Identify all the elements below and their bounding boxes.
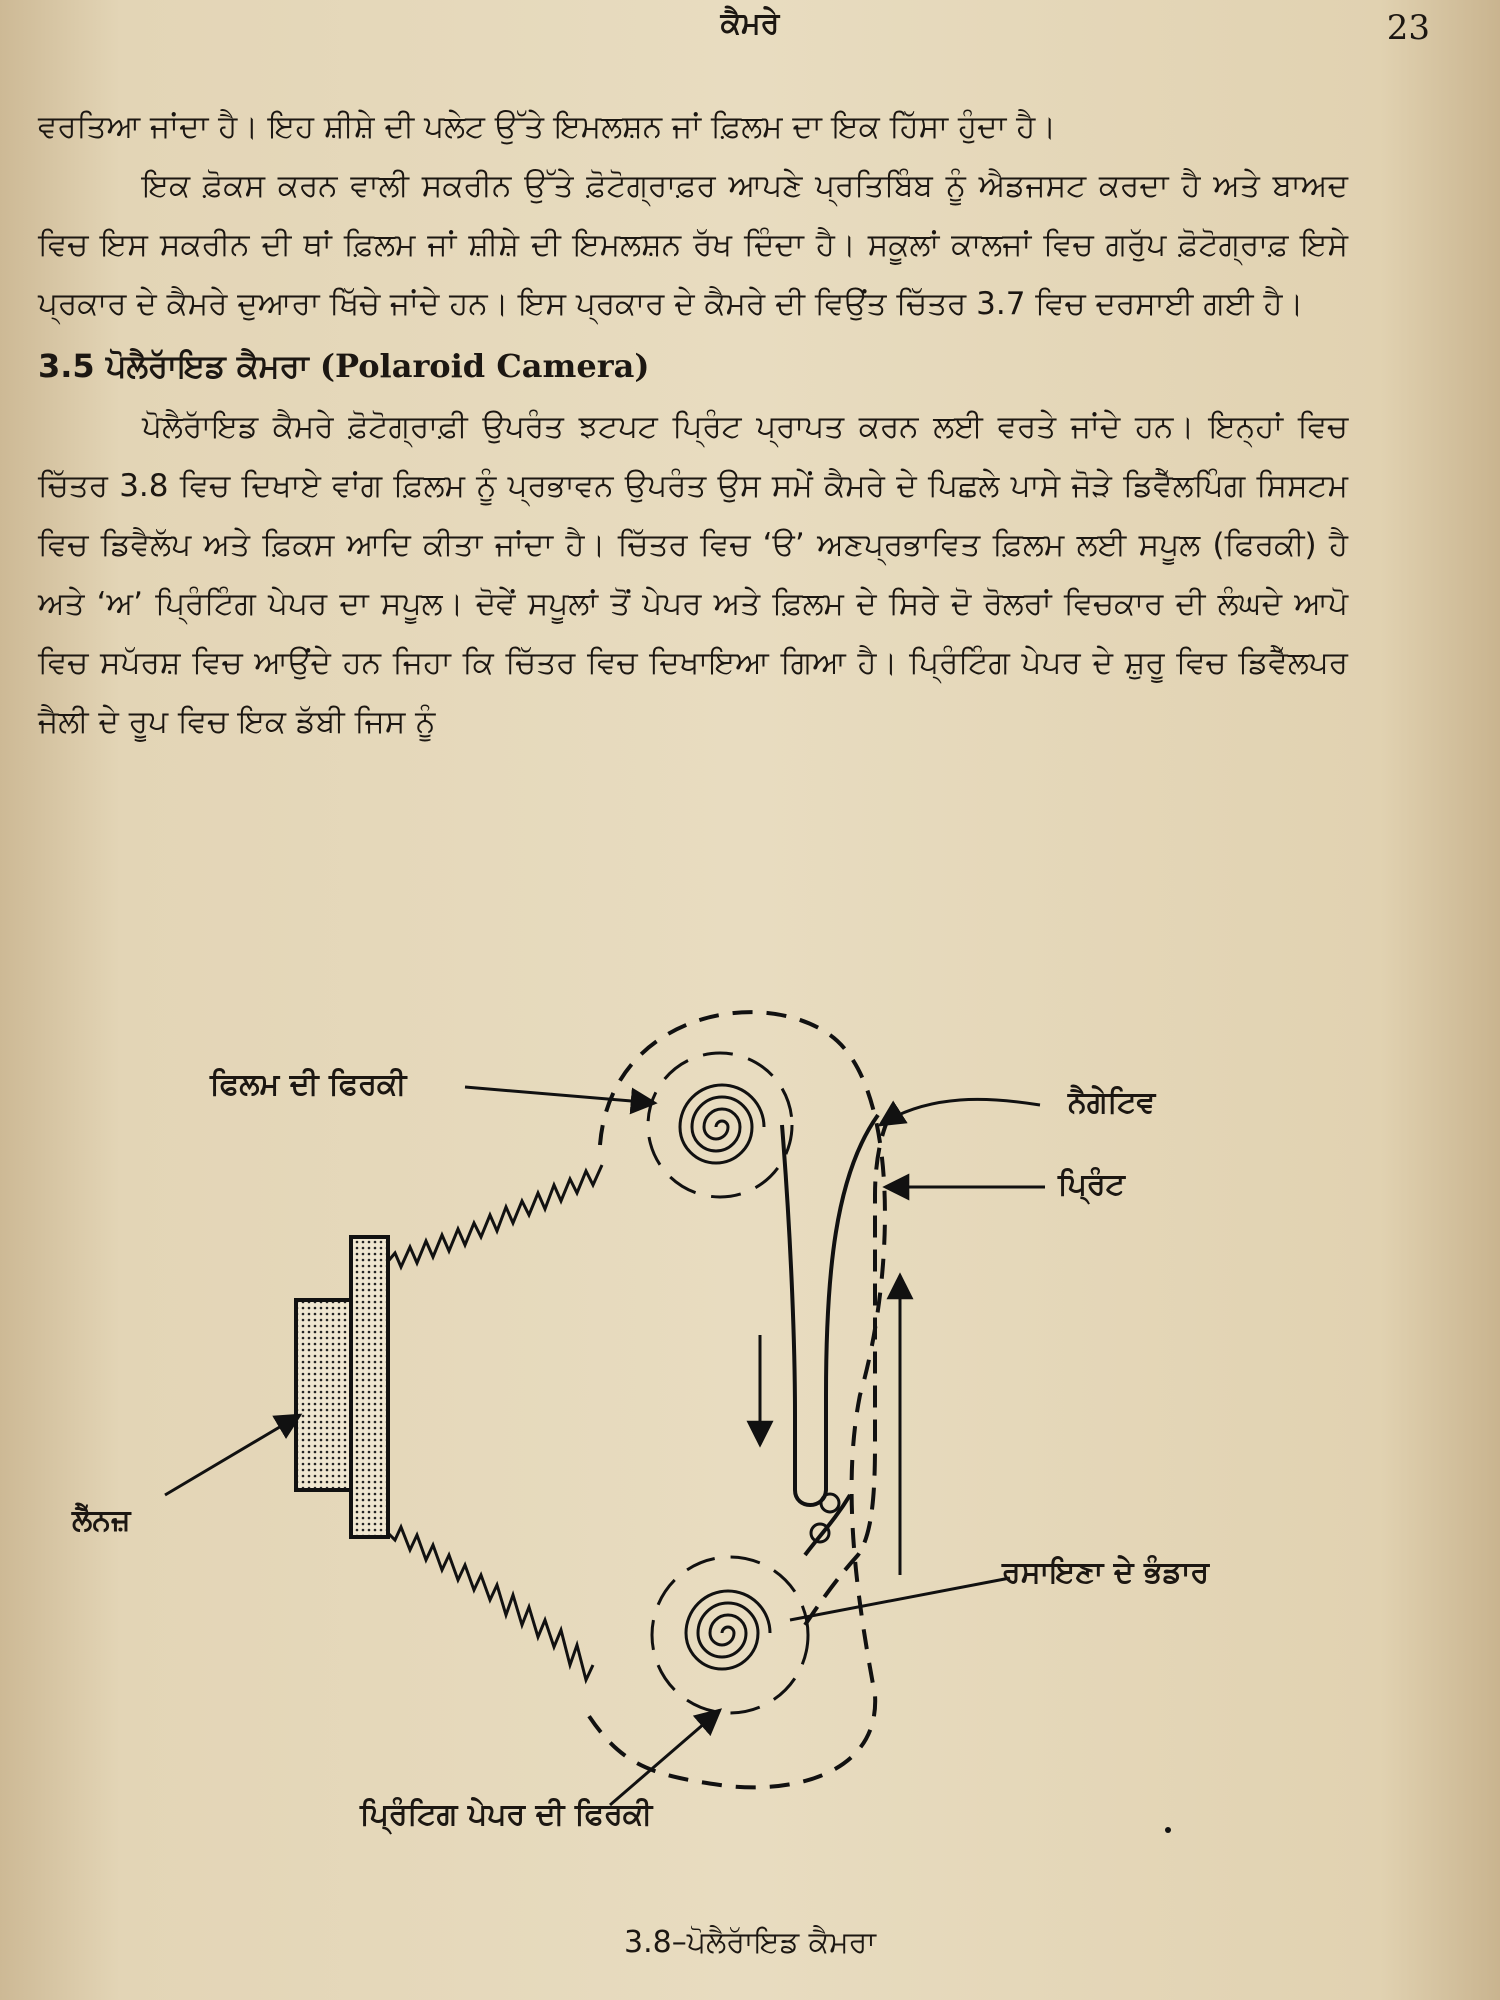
film-spool-leader bbox=[465, 1087, 655, 1103]
lens-barrel bbox=[351, 1237, 388, 1537]
section-heading bbox=[38, 334, 1348, 398]
bellows-lower bbox=[385, 1527, 593, 1680]
paper-spool-halo bbox=[652, 1557, 808, 1713]
polaroid-camera-diagram bbox=[0, 975, 1500, 1865]
print-speck bbox=[1165, 1827, 1171, 1833]
diagram-drawing bbox=[0, 975, 1500, 1865]
negative-label: ਨੈਗੇਟਿਵ bbox=[1068, 1085, 1156, 1120]
paragraph: ਇਕ ਫ਼ੋਕਸ ਕਰਨ ਵਾਲੀ ਸਕਰੀਨ ਉੱਤੇ ਫ਼ੋਟੋਗ੍ਰਾਫ਼ਰ ਆਪਣੇ ਪ੍ਰਤਿਬਿੰਬ ਨੂੰ ਐਡਜਸਟ ਕਰਦਾ ਹੈ ਅਤੇ ਬਾਅਦ ਵਿਚ ਇਸ ਸਕਰੀਨ ਦੀ ਥਾਂ ਫ਼ਿਲਮ ਜਾਂ ਸ਼ੀਸ਼ੇ ਦੀ ਇਮਲਸ਼ਨ ਰੱਖ ਦਿੰਦਾ ਹੈ। ਸਕੂਲਾਂ ਕਾਲਜਾਂ ਵਿਚ ਗਰੁੱਪ ਫ਼ੋਟੋਗ੍ਰਾਫ਼ ਇਸੇ ਪ੍ਰਕਾਰ ਦੇ ਕੈਮਰੇ ਦੁਆਰਾ ਖਿੱਚੇ ਜਾਂਦੇ ਹਨ। ਇਸ ਪ੍ਰਕਾਰ ਦੇ ਕੈਮਰੇ ਦੀ ਵਿਉਂਤ ਚਿੱਤਰ 3.7 ਵਿਚ ਦਰਸਾਈ ਗਈ ਹੈ। bbox=[38, 168, 1348, 322]
print-label: ਪ੍ਰਿੰਟ bbox=[1058, 1167, 1125, 1202]
section-title-punjabi: ਪੋਲੈਰਾੱਇਡ ਕੈਮਰਾ bbox=[105, 347, 309, 385]
figure-caption: 3.8–ਪੋਲੈਰਾੱਇਡ ਕੈਮਰਾ bbox=[623, 1925, 876, 1960]
paper-spool-spiral bbox=[686, 1591, 770, 1669]
negative-leader bbox=[880, 1099, 1040, 1125]
body-text bbox=[38, 98, 1348, 752]
section-number: 3.5 bbox=[38, 347, 95, 385]
running-title: ਕੈਮਰੇ bbox=[720, 6, 780, 41]
paragraph: ਵਰਤਿਆ ਜਾਂਦਾ ਹੈ। ਇਹ ਸ਼ੀਸ਼ੇ ਦੀ ਪਲੇਟ ਉੱਤੇ ਇਮਲਸ਼ਨ ਜਾਂ ਫ਼ਿਲਮ ਦਾ ਇਕ ਹਿੱਸਾ ਹੁੰਦਾ ਹੈ। bbox=[38, 109, 1057, 145]
paper-spool-label: ਪ੍ਰਿੰਟਿਗ ਪੇਪਰ ਦੀ ਫਿਰਕੀ bbox=[360, 1797, 653, 1832]
page-number: 23 bbox=[1386, 8, 1430, 48]
paper-spool-leader bbox=[610, 1710, 720, 1805]
lens-leader bbox=[165, 1415, 300, 1495]
film-spool-spiral bbox=[680, 1085, 764, 1163]
bellows-upper bbox=[385, 1165, 602, 1267]
chemical-store-leader bbox=[790, 1578, 1010, 1620]
roller-top bbox=[821, 1494, 839, 1512]
lens-front-plate bbox=[296, 1300, 353, 1490]
film-path bbox=[782, 1115, 878, 1505]
paper-path bbox=[805, 1115, 890, 1625]
camera-body-outline bbox=[585, 1012, 885, 1787]
lens-label: ਲੈੱਨਜ਼ bbox=[72, 1503, 131, 1538]
chemical-store-label: ਰਸਾਇਣਾ ਦੇ ਭੰਡਾਰ bbox=[1002, 1555, 1210, 1590]
paragraph: ਪੋਲੈਰਾੱਇਡ ਕੈਮਰੇ ਫ਼ੋਟੋਗ੍ਰਾਫ਼ੀ ਉਪਰੰਤ ਝਟਪਟ ਪ੍ਰਿੰਟ ਪ੍ਰਾਪਤ ਕਰਨ ਲਈ ਵਰਤੇ ਜਾਂਦੇ ਹਨ। ਇਨ੍ਹਾਂ ਵਿਚ ਚਿੱਤਰ 3.8 ਵਿਚ ਦਿਖਾਏ ਵਾਂਗ ਫ਼ਿਲਮ ਨੂੰ ਪ੍ਰਭਾਵਨ ਉਪਰੰਤ ਉਸ ਸਮੇਂ ਕੈਮਰੇ ਦੇ ਪਿਛਲੇ ਪਾਸੇ ਜੋੜੇ ਡਿਵੈੱਲਪਿੰਗ ਸਿਸਟਮ ਵਿਚ ਡਿਵੈਲੱਪ ਅਤੇ ਫ਼ਿਕਸ ਆਦਿ ਕੀਤਾ ਜਾਂਦਾ ਹੈ। ਚਿੱਤਰ ਵਿਚ ‘ੳ’ ਅਣਪ੍ਰਭਾਵਿਤ ਫ਼ਿਲਮ ਲਈ ਸਪੂਲ (ਫਿਰਕੀ) ਹੈ ਅਤੇ ‘ਅ’ ਪ੍ਰਿੰਟਿੰਗ ਪੇਪਰ ਦਾ ਸਪੂਲ। ਦੋਵੇਂ ਸਪੂਲਾਂ ਤੋਂ ਪੇਪਰ ਅਤੇ ਫ਼ਿਲਮ ਦੇ ਸਿਰੇ ਦੋ ਰੋਲਰਾਂ ਵਿਚਕਾਰ ਦੀ ਲੰਘਦੇ ਆਪੋ ਵਿਚ ਸਪੱਰਸ਼ ਵਿਚ ਆਉਂਦੇ ਹਨ ਜਿਹਾ ਕਿ ਚਿੱਤਰ ਵਿਚ ਦਿਖਾਇਆ ਗਿਆ ਹੈ। ਪ੍ਰਿੰਟਿੰਗ ਪੇਪਰ ਦੇ ਸ਼ੁਰੂ ਵਿਚ ਡਿਵੈੱਲਪਰ ਜੈਲੀ ਦੇ ਰੂਪ ਵਿਚ ਇਕ ਡੱਬੀ ਜਿਸ ਨੂੰ bbox=[38, 409, 1348, 740]
section-title-english: (Polaroid Camera) bbox=[319, 347, 650, 385]
page-header bbox=[40, 6, 1460, 50]
film-spool-halo bbox=[648, 1053, 792, 1197]
film-spool-label: ਫਿਲਮ ਦੀ ਫਿਰਕੀ bbox=[210, 1067, 407, 1102]
